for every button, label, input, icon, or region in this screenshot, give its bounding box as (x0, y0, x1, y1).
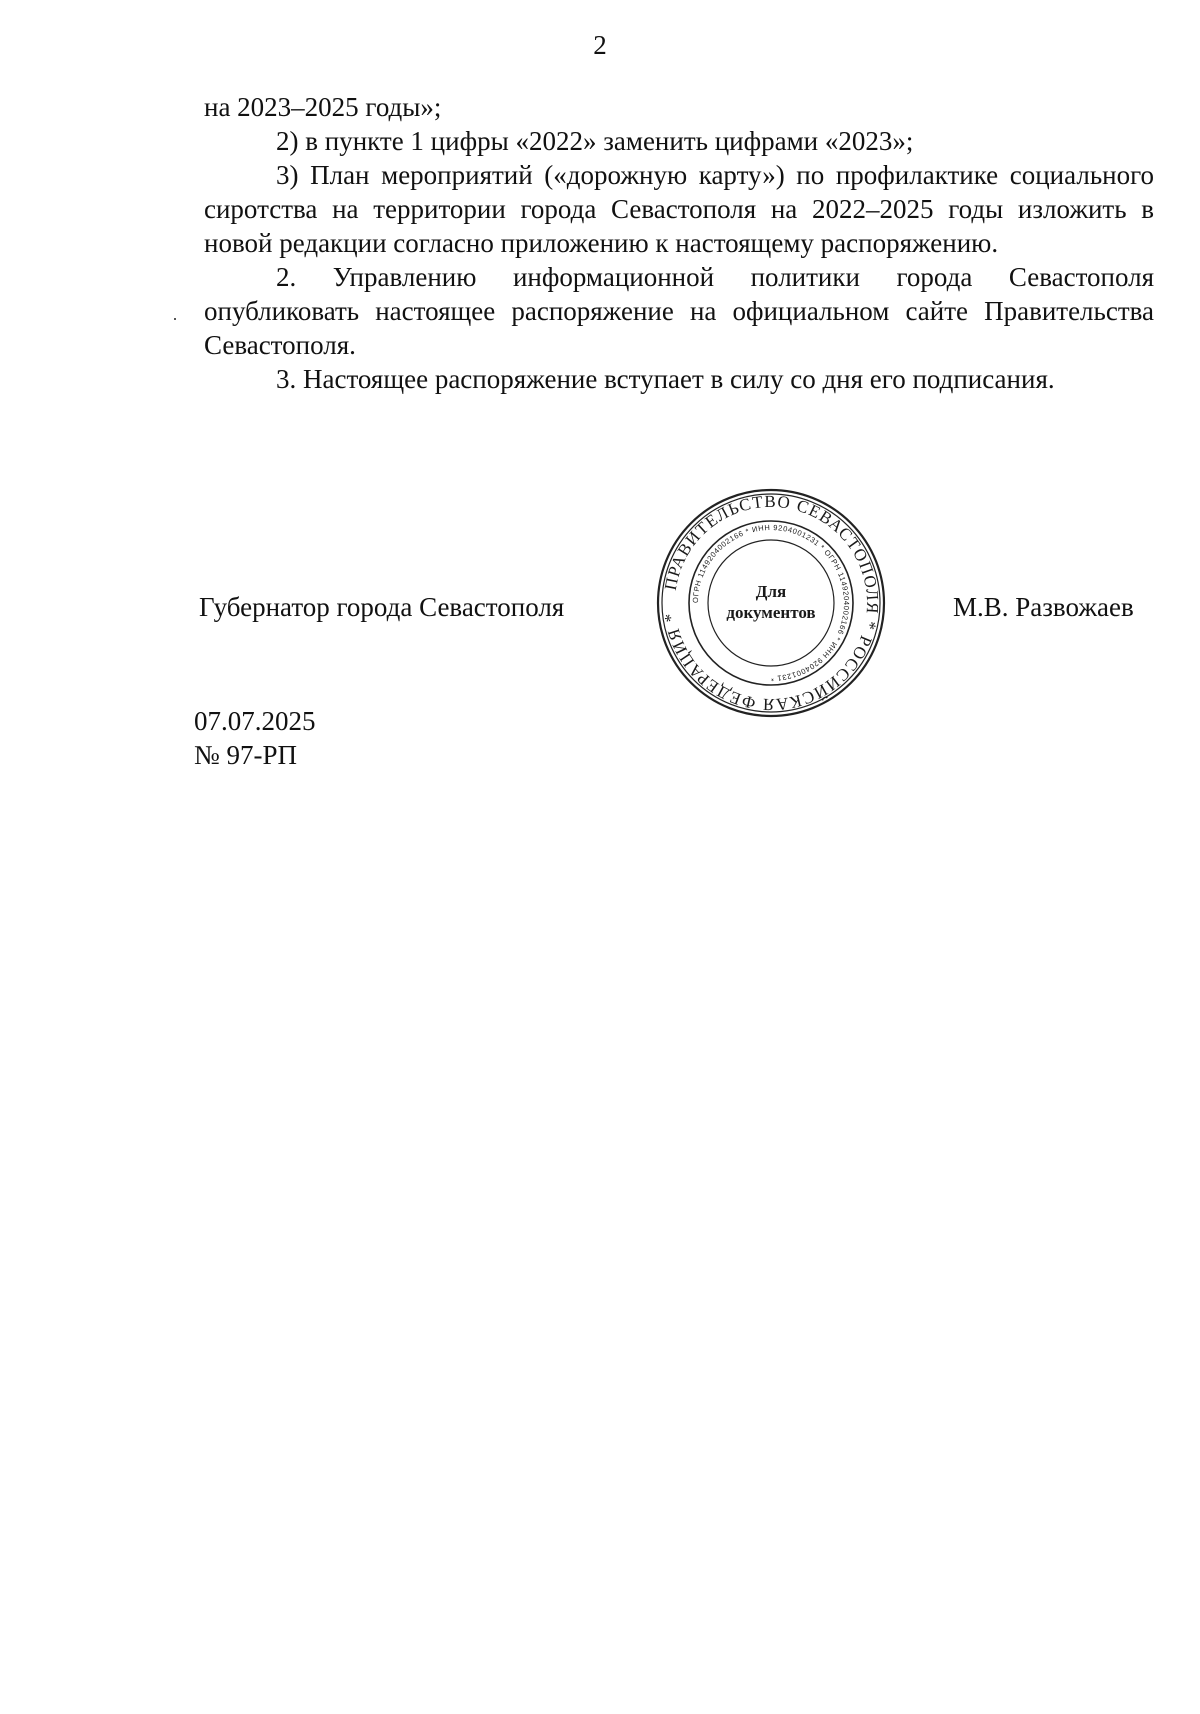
paragraph-item-3: 3) План мероприятий («дорожную карту») по профилактике социального сиротства на территории города Севастополя на 2022–2025 годы изложить в новой редакции согласно приложению к настоящему распоряжению. (204, 160, 1154, 258)
seal-center-line-2: документов (726, 603, 816, 622)
paragraph-clause-2: 2. Управлению информационной политики города Севастополя опубликовать настоящее распоряжение на официальном сайте Правительства Севастополя. (204, 262, 1154, 360)
document-date: 07.07.2025 (194, 706, 316, 736)
seal-center-line-1: Для (755, 582, 787, 601)
official-seal-icon (655, 487, 887, 719)
paragraph-item-2: 2) в пункте 1 цифры «2022» заменить цифрами «2023»; (276, 126, 914, 156)
paragraph-continuation: на 2023–2025 годы»; (204, 92, 442, 122)
signatory-name: М.В. Развожаев (953, 592, 1134, 622)
signatory-title: Губернатор города Севастополя (199, 592, 565, 622)
margin-mark (174, 318, 176, 320)
paragraph-clause-3: 3. Настоящее распоряжение вступает в силу со дня его подписания. (276, 364, 1055, 394)
page-number: 2 (593, 30, 607, 60)
seal-outer-text: ПРАВИТЕЛЬСТВО СЕВАСТОПОЛЯ * РОССИЙСКАЯ ФЕДЕРАЦИЯ * (660, 491, 883, 715)
document-number: № 97-РП (194, 740, 298, 770)
seal-inner-text: ОГРН 1149204002166 * ИНН 9204001231 * ОГРН 1149204002166 * ИНН 9204001231 * (690, 522, 852, 684)
document-body (204, 90, 1154, 396)
